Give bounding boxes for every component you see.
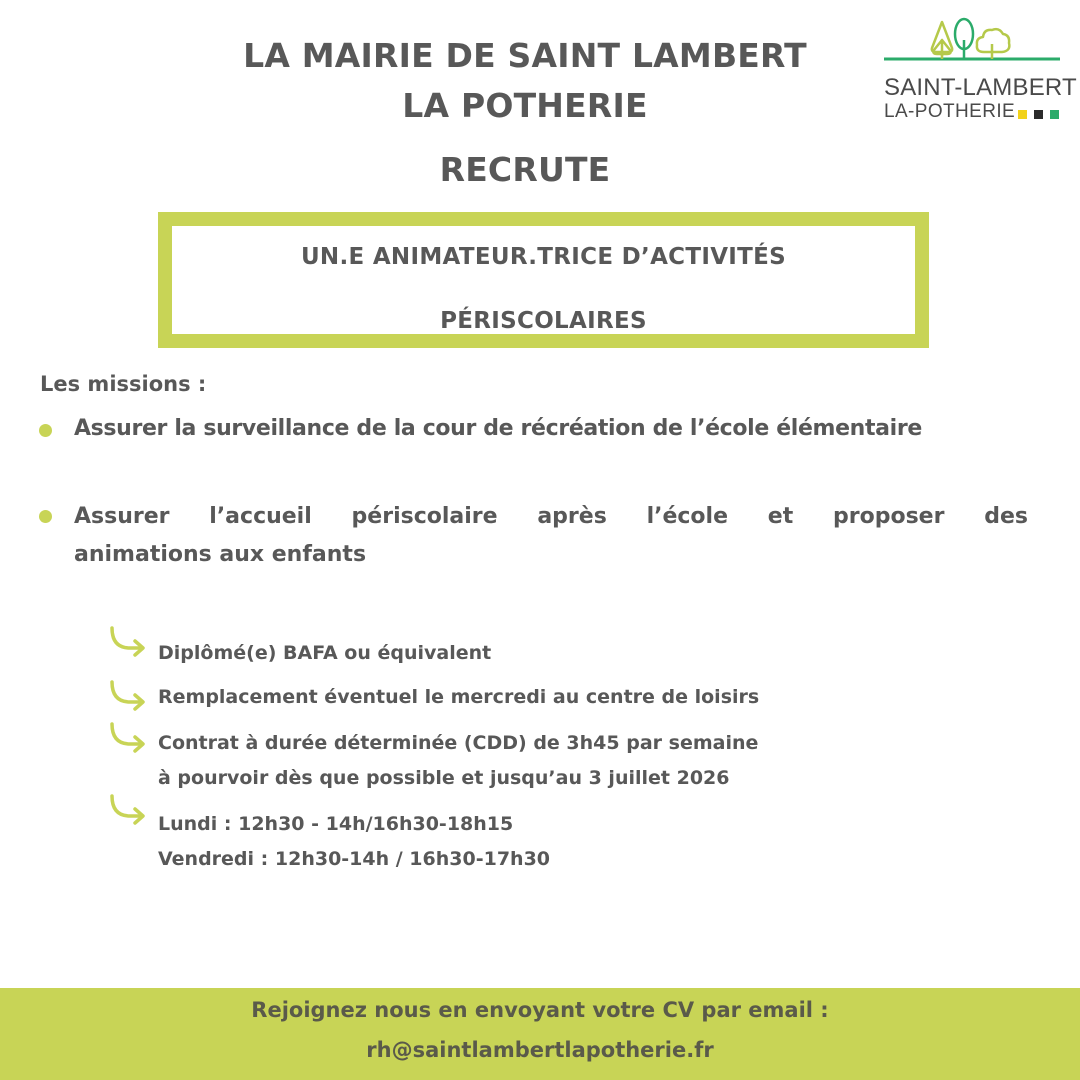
bullet-dot	[39, 424, 52, 437]
detail-schedule-monday: Lundi : 12h30 - 14h/16h30-18h15	[158, 813, 514, 835]
detail-contract-line-1: Contrat à durée déterminée (CDD) de 3h45 par semaine	[158, 732, 759, 754]
bullet-dot	[39, 510, 52, 523]
job-title-line-1: UN.E ANIMATEUR.TRICE D’ACTIVITÉS	[300, 244, 787, 270]
trees-logo-icon	[884, 14, 1060, 74]
detail-schedule-friday: Vendredi : 12h30-14h / 16h30-17h30	[158, 848, 551, 870]
mission-item-2-line-2: animations aux enfants	[74, 542, 367, 567]
detail-replacement: Remplacement éventuel le mercredi au centre de loisirs	[158, 686, 760, 708]
curved-arrow-icon	[108, 626, 148, 658]
header-recrute: RECRUTE	[439, 150, 611, 189]
logo-green-square	[1050, 110, 1059, 119]
header-line-1: LA MAIRIE DE SAINT LAMBERT	[243, 36, 807, 75]
municipality-logo	[884, 14, 1077, 124]
logo-subtitle: LA-POTHERIE	[884, 101, 1016, 122]
detail-bafa: Diplômé(e) BAFA ou équivalent	[158, 642, 492, 664]
logo-yellow-square	[1018, 110, 1027, 119]
footer-call-to-action: Rejoignez nous en envoyant votre CV par email :	[251, 998, 829, 1022]
logo-name: SAINT-LAMBERT	[884, 74, 1077, 101]
header-line-2: LA POTHERIE	[402, 86, 648, 125]
logo-black-square	[1034, 110, 1043, 119]
job-title-box	[158, 212, 929, 348]
job-title-line-2: PÉRISCOLAIRES	[440, 308, 647, 334]
mission-item-2-line-1: Assurer l’accueil périscolaire après l’école et proposer des	[74, 504, 1028, 529]
mission-item-1: Assurer la surveillance de la cour de récréation de l’école élémentaire	[74, 416, 922, 441]
curved-arrow-icon	[108, 722, 148, 754]
curved-arrow-icon	[108, 680, 148, 712]
footer-banner	[0, 988, 1080, 1080]
detail-contract-line-2: à pourvoir dès que possible et jusqu’au 3 juillet 2026	[158, 767, 730, 789]
missions-label: Les missions :	[40, 372, 207, 396]
curved-arrow-icon	[108, 794, 148, 826]
mission-item-2	[74, 498, 1028, 574]
footer-email[interactable]: rh@saintlambertlapotherie.fr	[366, 1038, 714, 1062]
